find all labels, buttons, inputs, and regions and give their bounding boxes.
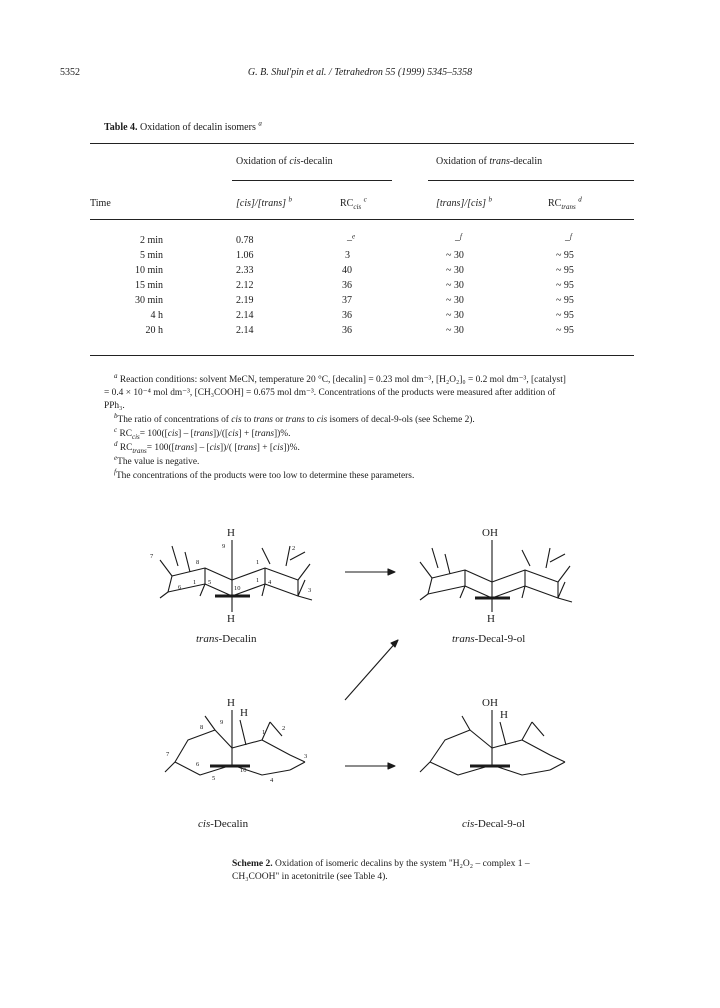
table-title <box>104 119 262 133</box>
table-row-5-rc-trans: ~ 95 <box>556 310 574 321</box>
table-row-6-ratio-trans: ~ 30 <box>446 325 464 336</box>
cis-num-7: 7 <box>166 751 170 758</box>
group-rule-cis <box>232 180 392 181</box>
trans-num-3: 3 <box>308 587 312 594</box>
table-row-3-time: 15 min <box>134 280 163 291</box>
cis-num-2: 2 <box>282 725 286 732</box>
trans-num-1: 1 <box>256 559 260 566</box>
table-footnote-mark: a <box>258 119 262 128</box>
cis-num-3: 3 <box>304 753 308 760</box>
cis-decalol-H: H <box>500 709 508 721</box>
cis-decalin-structure <box>165 710 308 775</box>
cis-num-1: 1 <box>262 729 266 736</box>
footnote-f: $^f$The concentrations of the products were too low to determine these parameters. <box>114 467 415 481</box>
footnote-a-cont-1: = 0.4 × 10⁻⁴ mol dm⁻³, [CH₃COOH] = 0.675 mol dm⁻³. Concentrations of the products were measured after addition of <box>104 388 556 398</box>
table-row-2-ratio-cis: 2.33 <box>236 265 254 276</box>
arrow-cross <box>345 640 398 700</box>
col-header-ratio-trans: [trans]/[cis] $^b$ <box>436 195 493 209</box>
footnote-d: $^d$ $RC_{trans}=$ 100([trans] – [cis])/( [trans] + [cis])%. <box>114 439 300 455</box>
group-header-cis: Oxidation of cis-decalin <box>236 156 333 167</box>
footnote-b: $^b$The ratio of concentrations of cis to trans or trans to cis isomers of decal-9-ols (see Scheme 2). <box>114 411 475 425</box>
col-header-ratio-cis: [cis]/[trans] $^b$ <box>236 195 293 209</box>
table-row-6-time: 20 h <box>145 325 163 336</box>
trans-decalol-OH: OH <box>482 527 498 539</box>
table-row-0-ratio-cis: 0.78 <box>236 235 254 246</box>
table-row-1-ratio-cis: 1.06 <box>236 250 254 261</box>
scheme-number: Scheme 2. <box>232 859 273 869</box>
group-rule-trans <box>428 180 634 181</box>
table-row-1-rc-cis: 3 <box>345 250 350 261</box>
table-row-2-rc-trans: ~ 95 <box>556 265 574 276</box>
trans-decalol-H: H <box>487 613 495 625</box>
footnote-a: $^a$ Reaction conditions: solvent MeCN, temperature 20 °C, [decalin] = 0.23 mol dm⁻³, [H₂O₂]₀ = 0.2 mol dm⁻³, [catalyst] <box>114 371 566 385</box>
label-cis-decalol: cis-Decal-9-ol <box>462 818 525 830</box>
table-row-4-time: 30 min <box>134 295 163 306</box>
scheme-caption <box>232 858 532 884</box>
trans-num-1b: 1 <box>193 579 197 586</box>
cis-decalol-structure <box>420 710 565 775</box>
table-row-2-time: 10 min <box>134 265 163 276</box>
col-header-rc-cis: $RC_{cis}$ $^c$ <box>340 195 367 211</box>
label-trans-decalol: trans-Decal-9-ol <box>452 633 526 645</box>
trans-num-5: 5 <box>208 579 212 586</box>
trans-decalin-H-bottom: H <box>227 613 235 625</box>
table-row-4-rc-cis: 37 <box>342 295 352 306</box>
header-bottom-rule <box>90 219 634 220</box>
scheme-2-drawing <box>0 500 720 850</box>
table-row-6-rc-trans: ~ 95 <box>556 325 574 336</box>
trans-num-1c: 1 <box>256 577 260 584</box>
cis-num-6: 6 <box>196 761 200 768</box>
table-caption: Oxidation of decalin isomers <box>137 122 259 133</box>
group-header-trans: Oxidation of trans-decalin <box>436 156 543 167</box>
label-cis-decalin: cis-Decalin <box>198 818 249 830</box>
table-row-4-rc-trans: ~ 95 <box>556 295 574 306</box>
table-top-rule <box>90 143 634 144</box>
table-row-5-rc-cis: 36 <box>342 310 352 321</box>
running-citation: G. B. Shul'pin et al. / Tetrahedron 55 (1999) 5345–5358 <box>247 67 473 78</box>
cis-decalin-H-top: H <box>227 697 235 709</box>
trans-num-9: 9 <box>222 543 226 550</box>
cis-num-5: 5 <box>212 775 216 782</box>
table-row-0-rc-trans: –$^f$ <box>565 232 572 246</box>
table-row-3-ratio-cis: 2.12 <box>236 280 254 291</box>
footnote-a-cont-2: PPh₃. <box>104 401 125 411</box>
table-number: Table 4. <box>104 122 138 133</box>
table-row-5-ratio-trans: ~ 30 <box>446 310 464 321</box>
cis-num-10: 10 <box>240 767 247 774</box>
trans-num-8: 8 <box>196 559 200 566</box>
cis-num-8: 8 <box>200 724 204 731</box>
trans-num-2: 2 <box>292 545 296 552</box>
table-row-5-time: 4 h <box>150 310 163 321</box>
cis-decalin-H-inner: H <box>240 707 248 719</box>
footnote-e: $^e$The value is negative. <box>114 453 200 467</box>
table-row-3-ratio-trans: ~ 30 <box>446 280 464 291</box>
trans-num-10: 10 <box>234 585 241 592</box>
scheme-caption-text: Oxidation of isomeric decalins by the system "H₂O₂ – complex 1 – CH₃COOH" in acetonitrile (see Table 4). <box>232 859 530 882</box>
cis-decalol-OH: OH <box>482 697 498 709</box>
table-row-5-ratio-cis: 2.14 <box>236 310 254 321</box>
table-row-0-ratio-trans: –$^f$ <box>455 232 462 246</box>
trans-num-7: 7 <box>150 553 154 560</box>
table-row-4-ratio-cis: 2.19 <box>236 295 254 306</box>
trans-decalol-structure <box>420 540 572 612</box>
trans-decalin-H-top: H <box>227 527 235 539</box>
table-row-2-ratio-trans: ~ 30 <box>446 265 464 276</box>
table-row-2-rc-cis: 40 <box>342 265 352 276</box>
label-trans-decalin: trans-Decalin <box>196 633 257 645</box>
table-row-0-time: 2 min <box>139 235 163 246</box>
trans-num-6: 6 <box>178 584 182 591</box>
table-bottom-rule <box>90 355 634 356</box>
table-row-1-time: 5 min <box>139 250 163 261</box>
trans-decalin-structure <box>160 540 312 612</box>
table-row-3-rc-cis: 36 <box>342 280 352 291</box>
table-row-6-ratio-cis: 2.14 <box>236 325 254 336</box>
col-header-rc-trans: $RC_{trans}$ $^d$ <box>548 195 582 211</box>
cis-num-9: 9 <box>220 719 224 726</box>
table-row-1-rc-trans: ~ 95 <box>556 250 574 261</box>
page-number: 5352 <box>60 67 80 78</box>
cis-num-4: 4 <box>270 777 274 784</box>
table-row-1-ratio-trans: ~ 30 <box>446 250 464 261</box>
trans-num-4: 4 <box>268 579 272 586</box>
table-row-0-rc-cis: –$^e$ <box>347 232 356 246</box>
table-row-4-ratio-trans: ~ 30 <box>446 295 464 306</box>
table-row-6-rc-cis: 36 <box>342 325 352 336</box>
footnote-c: $^c$ $RC_{cis}= 100([cis]$ – [trans])/([cis] + [trans])%. <box>114 425 291 441</box>
table-row-3-rc-trans: ~ 95 <box>556 280 574 291</box>
col-header-time: Time <box>90 198 111 209</box>
